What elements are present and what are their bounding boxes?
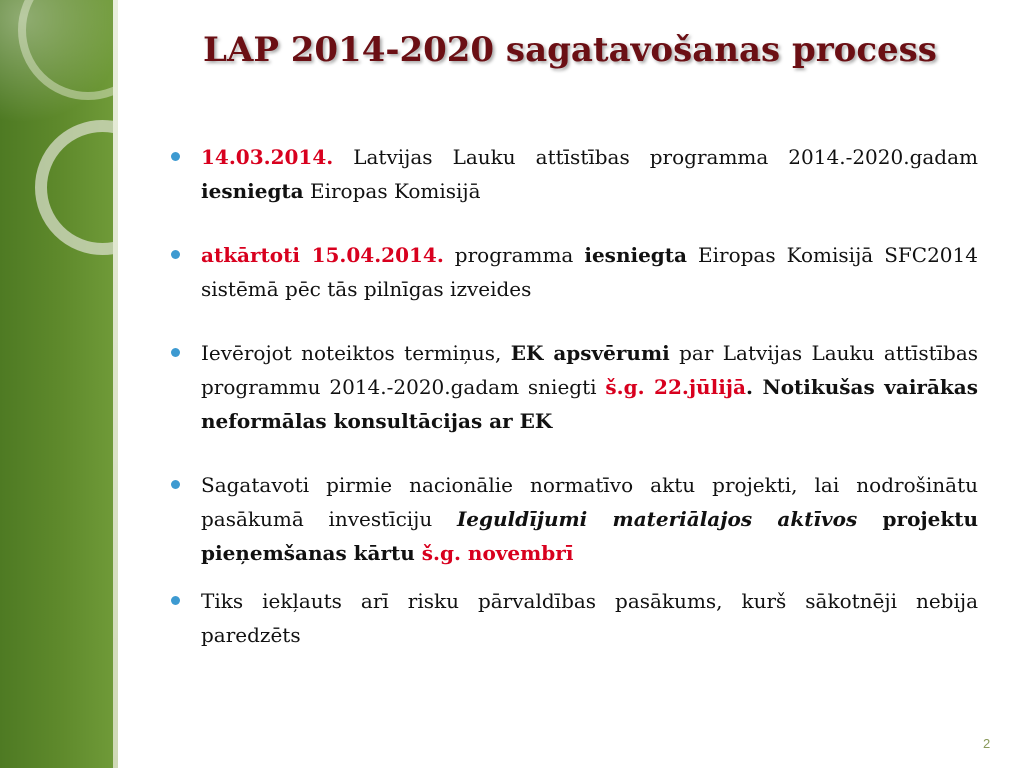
item-text: .: [746, 375, 763, 399]
date-highlight: š.g. novembrī: [421, 541, 574, 565]
item-text: par Latvijas Lauku attīstības programmu 2014.-2020.gadam sniegti: [201, 341, 978, 399]
item-text: Tiks iekļauts arī risku pārvaldības pasākums, kurš sākotnēji nebija paredzēts: [201, 589, 978, 647]
item-text: Ievērojot noteiktos termiņus,: [201, 341, 511, 365]
item-emphasis: iesniegta: [584, 243, 687, 267]
item-text: Eiropas Komisijā SFC2014 sistēmā pēc tās pilnīgas izveides: [201, 243, 978, 301]
slide-content: [165, 140, 978, 652]
page-number: 2: [983, 736, 991, 751]
list-item: [165, 468, 978, 570]
item-text: Latvijas Lauku attīstības programma 2014.-2020.gadam: [333, 145, 978, 169]
list-item: [165, 140, 978, 208]
item-emphasis: EK apsvērumi: [510, 341, 670, 365]
item-text: Eiropas Komisijā: [303, 179, 481, 203]
bullet-icon: [171, 596, 180, 605]
bullet-list: [165, 140, 978, 652]
item-emphasis: Notikušas vairākas neformālas konsultācijas ar EK: [201, 375, 978, 433]
decorative-ring: [18, 0, 113, 100]
item-text: programma: [443, 243, 585, 267]
list-item: [165, 336, 978, 438]
item-emphasis-italic: Ieguldījumi materiālajos aktīvos: [456, 507, 858, 531]
list-item: [165, 584, 978, 652]
date-highlight: atkārtoti 15.04.2014.: [201, 243, 444, 267]
bullet-icon: [171, 250, 180, 259]
bullet-icon: [171, 152, 180, 161]
sidebar-divider: [113, 0, 118, 768]
date-highlight: 14.03.2014.: [201, 145, 334, 169]
bullet-icon: [171, 480, 180, 489]
bullet-icon: [171, 348, 180, 357]
item-emphasis: projektu pieņemšanas kārtu: [201, 507, 978, 565]
decorative-ring: [35, 120, 113, 255]
list-item: [165, 238, 978, 306]
slide-title: LAP 2014-2020 sagatavošanas process: [203, 30, 937, 70]
date-highlight: š.g. 22.jūlijā: [605, 375, 746, 399]
item-emphasis: iesniegta: [201, 179, 304, 203]
decorative-sidebar: [0, 0, 113, 768]
item-text: Sagatavoti pirmie nacionālie normatīvo aktu projekti, lai nodrošinātu pasākumā investīciju: [201, 473, 978, 531]
